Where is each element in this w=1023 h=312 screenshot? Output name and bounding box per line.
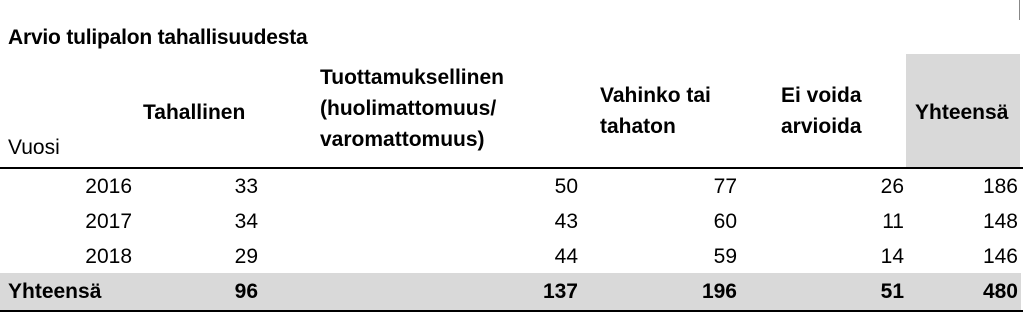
header-negligent-line-1: Tuottamuksellinen (320, 66, 504, 89)
cell-accident-2016: 77 (713, 175, 737, 198)
table-title: Arvio tulipalon tahallisuudesta (8, 26, 308, 49)
header-accident-line-2: tahaton (600, 115, 676, 138)
header-accident-line-1: Vahinko tai (600, 84, 711, 107)
header-intentional: Tahallinen (143, 101, 246, 124)
header-unknown-line-1: Ei voida (781, 84, 862, 107)
header-unknown-line-2: arvioida (781, 115, 862, 138)
cell-unknown-2016: 26 (880, 175, 904, 198)
cell-intentional-2017: 34 (234, 210, 258, 233)
cell-total-2017: 148 (982, 210, 1018, 233)
header-total: Yhteensä (915, 101, 1009, 124)
total-intentional: 96 (234, 280, 258, 303)
header-accident (600, 80, 711, 142)
header-unknown (781, 80, 862, 142)
cell-year-2017: 2017 (85, 210, 132, 233)
header-divider (0, 167, 1023, 169)
cell-intentional-2018: 29 (234, 245, 258, 268)
totals-label: Yhteensä (8, 280, 102, 303)
cell-accident-2018: 59 (713, 245, 737, 268)
header-negligent-line-3: varomattomuus) (320, 128, 485, 151)
cell-year-2016: 2016 (85, 175, 132, 198)
cell-year-2018: 2018 (85, 245, 132, 268)
cell-total-2016: 186 (982, 175, 1018, 198)
cell-negligent-2018: 44 (554, 245, 578, 268)
cell-unknown-2017: 11 (882, 210, 904, 233)
cell-negligent-2017: 43 (554, 210, 578, 233)
cell-total-2018: 146 (982, 245, 1018, 268)
edge-mark (1019, 0, 1020, 20)
cell-negligent-2016: 50 (554, 175, 578, 198)
cell-accident-2017: 60 (713, 210, 737, 233)
cell-unknown-2018: 14 (880, 245, 904, 268)
total-grand: 480 (982, 280, 1018, 303)
total-negligent: 137 (542, 280, 578, 303)
header-year: Vuosi (8, 136, 60, 159)
header-negligent-line-2: (huolimattomuus/ (320, 97, 497, 120)
total-unknown: 51 (880, 280, 904, 303)
total-accident: 196 (701, 280, 737, 303)
header-negligent (320, 62, 504, 155)
cell-intentional-2016: 33 (234, 175, 258, 198)
